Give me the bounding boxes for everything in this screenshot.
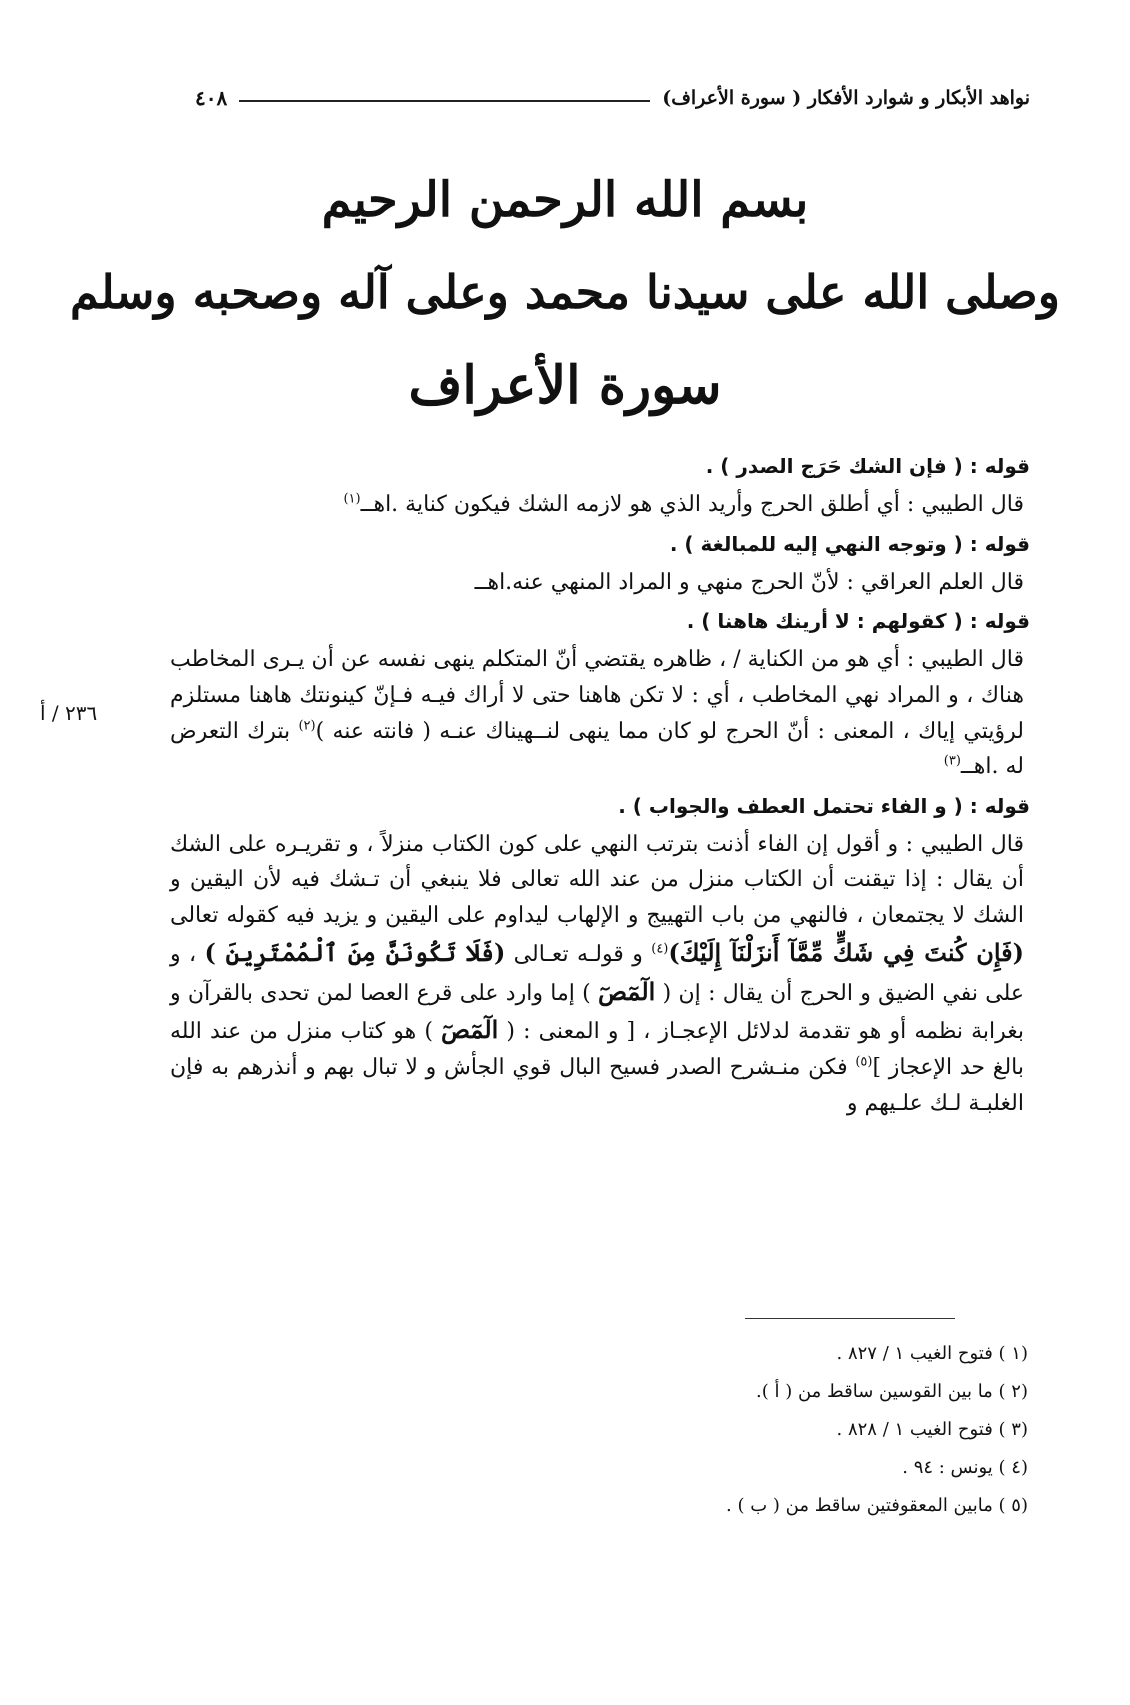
section-heading: قوله : ( كقولهم : لا أرينك هاهنا ) .	[686, 609, 1030, 634]
section-heading: قوله : ( وتوجه النهي إليه للمبالغة ) .	[669, 531, 1030, 556]
section-text-run: ) هو كتاب منزل من عند الله بالغ حد الإعجاز ]	[170, 1019, 1024, 1081]
section-text: قال العلم العراقي : لأنّ الحرج منهي و المراد المنهي عنه.اهــ	[474, 569, 1024, 595]
footnote: (١ ) فتوح الغيب ١ / ٨٢٧ .	[836, 1343, 1028, 1364]
footnotes	[400, 1335, 1028, 1525]
footnote: (٤ ) يونس : ٩٤ .	[902, 1457, 1028, 1478]
section-heading: قوله : ( فإن الشك حَرَج الصدر ) .	[705, 454, 1030, 478]
page-number: ٤٠٨	[195, 86, 228, 110]
header-rule	[239, 100, 650, 102]
footnote-ref: (٣)	[943, 753, 961, 769]
commentary-body	[170, 445, 1030, 1122]
footnote: (٣ ) فتوح الغيب ١ / ٨٢٨ .	[836, 1419, 1028, 1440]
footnote: (٢ ) ما بين القوسين ساقط من ( أ ).	[756, 1381, 1028, 1402]
footnote-ref: (٢)	[298, 718, 316, 734]
footnote-ref: (٥)	[855, 1054, 873, 1070]
section-text-run: قال الطيبي : أي هو من الكناية / ، ظاهره يقتضي أنّ المتكلم ينهى نفسه عن أن يـرى المخاطب هناك ، و المراد نهي المخاطب ، أي : لا تكن هاهنا حتى لا أراك فيـه فـإنّ كينونتك هاهنا مستلزم لرؤيتي إياك ، المعنى : أنّ الحرج لو كان مما ينهى لنــهيناك عنـه ( فانته عنه )	[170, 647, 1024, 744]
quran-quote: (فَإِن كُنتَ فِي شَكٍّ مِّمَّآ أَنزَلْنَآ إِلَيْكَ)	[668, 937, 1024, 967]
quran-quote: (فَلَا تَكُونَنَّ مِنَ ٱلْمُمْتَرِينَ )	[204, 937, 506, 967]
section-text	[170, 642, 1030, 785]
running-title: نواهد الأبكار و شوارد الأفكار ( سورة الأعراف)	[662, 87, 1030, 109]
manuscript-folio-note: ٢٣٦ / أ	[40, 701, 98, 725]
section-text-run: بترك التعرض له .اهــ	[170, 718, 1024, 780]
section-text-run: و قولـه تعـالى	[505, 941, 652, 967]
running-header	[195, 78, 1030, 118]
footnote: (٥ ) مابين المعقوفتين ساقط من ( ب ) .	[726, 1495, 1028, 1516]
section-heading: قوله : ( و الفاء تحتمل العطف والجواب ) .	[618, 793, 1030, 818]
section-text-run: قال الطيبي : و أقول إن الفاء أذنت بترتب النهي على كون الكتاب منزلاً ، و تقريـره على الشك أن يقال : إذا تيقنت أن الكتاب منزل من عند الله تعالى فلا ينبغي أن تـشك فيه لأن اليقين و الشك لا يجتمعان ، فالنهي من باب التهييج و الإلهاب ليداوم على اليقين و يزيد فيه كقوله تعالى	[170, 831, 1024, 928]
section-text-run: ، و على نفي الضيق و الحرج أن يقال : إن (	[170, 941, 1024, 1006]
section-text	[170, 827, 1030, 1122]
salawat-title: وصلى الله على سيدنا محمد وعلى آله وصحبه وسلم	[70, 265, 1060, 319]
footnote-rule	[745, 1318, 955, 1319]
quran-letters: الٓمٓصٓ	[441, 1015, 499, 1045]
quran-letters: الٓمٓصٓ	[598, 976, 656, 1006]
footnote-ref: (٤)	[651, 941, 669, 957]
section-text-run: قال الطيبي : أي أطلق الحرج وأريد الذي هو لازمه الشك فيكون كناية .اهــ	[360, 492, 1024, 517]
section-text	[170, 487, 1030, 523]
basmala-title: بسم الله الرحمن الرحيم	[321, 172, 809, 228]
section-text-run: فكن منـشرح الصدر فسيح البال قوي الجأش و لا تبال بهم و أنذرهم به فإن الغلبـة لـك علـيهم و	[170, 1055, 1024, 1116]
surah-title: سورة الأعراف	[408, 355, 722, 416]
section-text-run: ) إما وارد على قرع العصا لمن تحدى بالقرآن و بغرابة نظمه أو هو تقدمة لدلائل الإعجـاز ، [ و المعنى : (	[170, 980, 1025, 1045]
footnote-ref: (١)	[343, 491, 361, 507]
